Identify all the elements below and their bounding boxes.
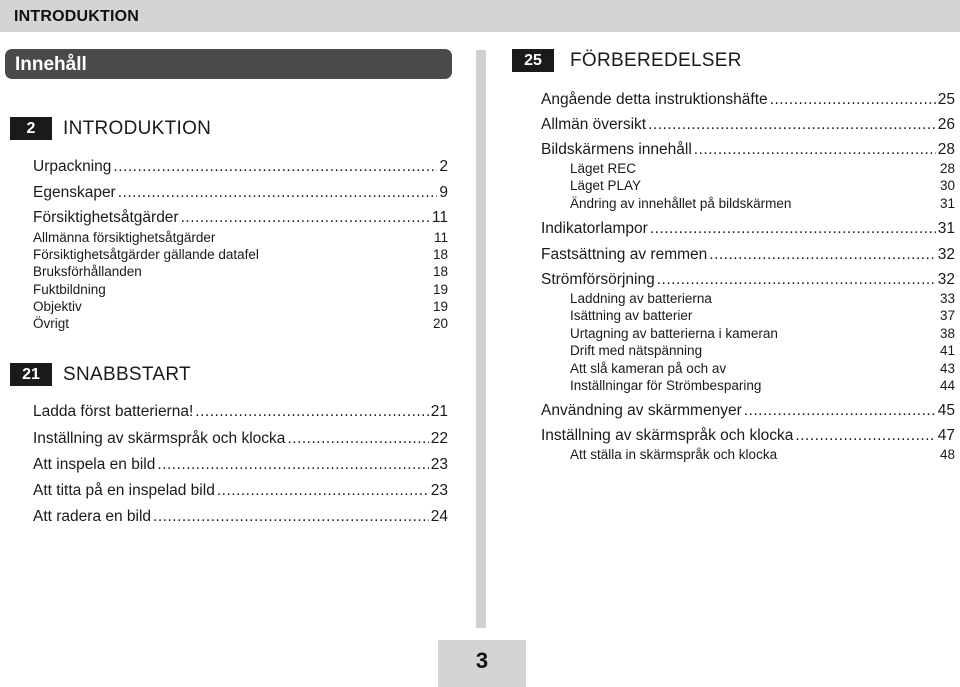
toc-label: Fastsättning av remmen [541, 246, 708, 263]
toc-subentry[interactable] [33, 316, 448, 334]
toc-entry[interactable] [541, 427, 955, 447]
toc-label: Försiktighetsåtgärder gällande datafel [33, 247, 259, 262]
toc-page: 19 [432, 282, 448, 297]
toc-entry[interactable] [541, 220, 955, 240]
toc-entry[interactable] [541, 402, 955, 422]
toc-leader [648, 116, 936, 134]
page-number: 3 [475, 648, 489, 673]
toc-leader [181, 209, 430, 227]
toc-leader [287, 430, 428, 448]
toc-page: 38 [939, 326, 955, 341]
toc-subentry[interactable] [33, 247, 448, 265]
toc-page: 18 [432, 264, 448, 279]
toc-page: 21 [430, 403, 448, 420]
toc-leader [157, 456, 428, 474]
toc-label: Användning av skärmmenyer [541, 402, 742, 419]
toc-label: Inställningar för Strömbesparing [570, 378, 762, 393]
toc-entry[interactable] [33, 158, 448, 178]
toc-leader [195, 403, 428, 421]
toc-label: Övrigt [33, 316, 70, 331]
toc-entry[interactable] [33, 209, 448, 229]
toc-leader [153, 508, 429, 526]
toc-label: Allmän översikt [541, 116, 647, 133]
toc-subentry[interactable] [570, 291, 955, 309]
toc-entry[interactable] [541, 246, 955, 266]
toc-page: 41 [939, 343, 955, 358]
toc-subentry[interactable] [570, 378, 955, 396]
toc-leader [217, 482, 429, 500]
toc-label: Ändring av innehållet på bildskärmen [570, 196, 792, 211]
toc-label: Drift med nätspänning [570, 343, 703, 358]
toc-entry[interactable] [541, 141, 955, 161]
toc-label: Isättning av batterier [570, 308, 693, 323]
toc-subentry[interactable] [570, 447, 955, 465]
contents-header [5, 49, 452, 79]
toc-subentry[interactable] [33, 230, 448, 248]
toc-subentry[interactable] [570, 196, 955, 214]
toc-page: 28 [937, 141, 955, 158]
toc-label: Urtagning av batterierna i kameran [570, 326, 778, 341]
toc-subentry[interactable] [570, 326, 955, 344]
section-number-intro: 2 [10, 117, 52, 140]
contents-title: Innehåll [15, 54, 87, 75]
toc-page: 43 [939, 361, 955, 376]
toc-page: 23 [430, 456, 448, 473]
toc-page: 31 [937, 220, 955, 237]
toc-entry[interactable] [541, 91, 955, 111]
toc-subentry[interactable] [33, 299, 448, 317]
toc-label: Bruksförhållanden [33, 264, 142, 279]
toc-page: 18 [432, 247, 448, 262]
running-header-label: INTRODUKTION [14, 8, 140, 25]
toc-leader [657, 271, 936, 289]
toc-label: Angående detta instruktionshäfte [541, 91, 768, 108]
toc-label: Egenskaper [33, 184, 116, 201]
toc-page: 33 [939, 291, 955, 306]
toc-label: Indikatorlampor [541, 220, 648, 237]
toc-page: 19 [432, 299, 448, 314]
toc-label: Inställning av skärmspråk och klocka [541, 427, 794, 444]
toc-leader [113, 158, 437, 176]
toc-subentry[interactable] [570, 161, 955, 179]
toc-label: Laddning av batterierna [570, 291, 712, 306]
toc-subentry[interactable] [570, 343, 955, 361]
toc-page: 30 [939, 178, 955, 193]
toc-leader [770, 91, 936, 109]
toc-page: 45 [937, 402, 955, 419]
toc-label: Fuktbildning [33, 282, 106, 297]
running-header-bar [0, 0, 960, 32]
toc-leader [118, 184, 438, 202]
toc-page: 20 [432, 316, 448, 331]
section-number-quick: 21 [10, 363, 52, 386]
toc-label: Objektiv [33, 299, 82, 314]
toc-leader [709, 246, 935, 264]
toc-label: Urpackning [33, 158, 112, 175]
section-title-intro: INTRODUKTION [63, 118, 212, 139]
toc-page: 9 [439, 184, 448, 201]
toc-subentry[interactable] [570, 308, 955, 326]
toc-page: 31 [939, 196, 955, 211]
toc-subentry[interactable] [33, 282, 448, 300]
toc-page: 37 [939, 308, 955, 323]
toc-label: Att radera en bild [33, 508, 152, 525]
toc-entry[interactable] [541, 116, 955, 136]
section-title-prep: FÖRBEREDELSER [570, 50, 742, 71]
toc-entry[interactable] [33, 508, 448, 528]
toc-page: 28 [939, 161, 955, 176]
toc-label: Att slå kameran på och av [570, 361, 727, 376]
toc-page: 11 [431, 209, 448, 226]
toc-page: 26 [937, 116, 955, 133]
toc-label: Att titta på en inspelad bild [33, 482, 215, 499]
toc-label: Strömförsörjning [541, 271, 655, 288]
toc-leader [650, 220, 936, 238]
toc-subentry[interactable] [570, 361, 955, 379]
toc-page: 25 [937, 91, 955, 108]
toc-label: Läget PLAY [570, 178, 642, 193]
toc-label: Ladda först batterierna! [33, 403, 194, 420]
toc-entry[interactable] [33, 456, 448, 476]
toc-entry[interactable] [33, 430, 448, 450]
toc-entry[interactable] [33, 482, 448, 502]
toc-subentry[interactable] [570, 178, 955, 196]
toc-entry[interactable] [33, 184, 448, 204]
toc-leader [795, 427, 935, 445]
toc-page: 24 [430, 508, 448, 525]
toc-page: 48 [939, 447, 955, 462]
toc-page: 11 [433, 230, 448, 245]
section-number-prep: 25 [512, 49, 554, 72]
toc-page: 32 [937, 271, 955, 288]
toc-page: 22 [430, 430, 448, 447]
toc-label: Bildskärmens innehåll [541, 141, 692, 158]
section-title-quick: SNABBSTART [63, 364, 191, 385]
toc-entry[interactable] [33, 403, 448, 423]
column-divider [476, 50, 486, 628]
toc-label: Att inspela en bild [33, 456, 156, 473]
toc-page: 47 [937, 427, 955, 444]
toc-label: Allmänna försiktighetsåtgärder [33, 230, 216, 245]
toc-label: Läget REC [570, 161, 637, 176]
toc-page: 2 [439, 158, 448, 175]
toc-entry[interactable] [541, 271, 955, 291]
toc-page: 32 [937, 246, 955, 263]
toc-leader [744, 402, 936, 420]
toc-label: Att ställa in skärmspråk och klocka [570, 447, 778, 462]
toc-subentry[interactable] [33, 264, 448, 282]
page-number-box [438, 640, 526, 687]
toc-leader [694, 141, 936, 159]
toc-page: 23 [430, 482, 448, 499]
toc-label: Försiktighetsåtgärder [33, 209, 179, 226]
toc-label: Inställning av skärmspråk och klocka [33, 430, 286, 447]
toc-page: 44 [939, 378, 955, 393]
